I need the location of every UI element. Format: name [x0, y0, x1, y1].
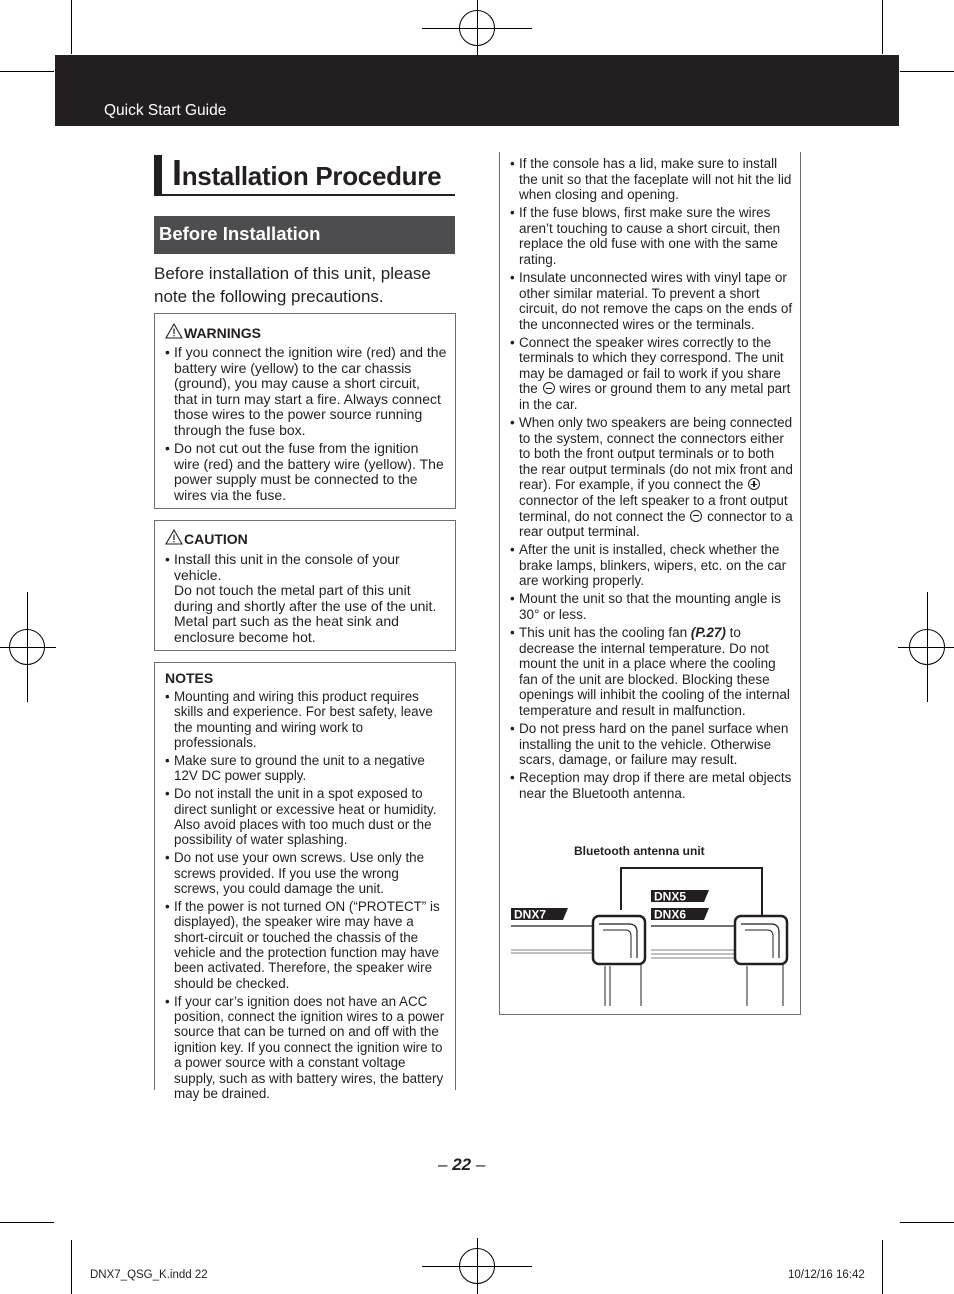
minus-symbol-icon	[543, 382, 555, 394]
caution-list	[165, 552, 447, 648]
list-item	[510, 335, 793, 413]
dnx7-badge-text: DNX7	[514, 907, 547, 922]
minus-symbol-icon	[690, 510, 702, 522]
notes-list	[165, 689, 447, 1104]
caution-title	[165, 529, 248, 547]
list-item	[165, 552, 447, 646]
page-number: – 22 –	[438, 1155, 486, 1174]
plus-symbol-icon	[748, 478, 760, 490]
footer-timestamp: 10/12/16 16:42	[788, 1269, 865, 1281]
dnx5-badge-text: DNX5	[654, 889, 687, 904]
fan-text-a: This unit has the cooling fan	[519, 624, 688, 640]
caution-line-1: Install this unit in the console of your vehicle.	[174, 551, 400, 583]
page-number-value: 22	[452, 1155, 472, 1174]
bluetooth-antenna-diagram	[505, 858, 795, 1010]
warnings-title-text: WARNINGS	[184, 325, 261, 341]
list-item: • Make sure to ground the unit to a negative 12V DC power supply.	[165, 753, 447, 784]
header-label: Quick Start Guide	[104, 102, 227, 119]
footer-file-info: DNX7_QSG_K.indd 22	[90, 1269, 208, 1281]
warning-icon	[165, 529, 183, 545]
page-title	[172, 152, 442, 193]
speaker-text-a: Connect the speaker wires correctly to the terminals to which they correspond. The unit may be damaged or fail to work if you share the	[519, 334, 784, 397]
list-item: • Reception may drop if there are metal objects near the Bluetooth antenna.	[510, 770, 793, 801]
list-item: • Do not use your own screws. Use only the screws provided. If you use the wrong screws, you could damage the unit.	[165, 850, 447, 896]
caution-line-2: Do not touch the metal part of this unit during and shortly after the use of the unit. Metal part such as the heat sink and enclosure become hot.	[174, 582, 437, 645]
list-item: • If your car’s ignition does not have an ACC position, connect the ignition wires to a power source that can be turned on and off with the ignition key. If you connect the ignition wire to a power source with a constant voltage supply, such as with battery wires, the battery may be drained.	[165, 994, 447, 1102]
warnings-list	[165, 345, 447, 506]
page-reference-link[interactable]: (P.27)	[690, 624, 726, 640]
two-speakers-text-a: When only two speakers are being connected to the system, connect the connectors either to both the front output terminals or to both the rear output terminals (do not mix front and rear). For example, if you connect the	[519, 415, 793, 493]
diagram-label: Bluetooth antenna unit	[574, 844, 705, 858]
list-item: • Do not press hard on the panel surface when installing the unit to the vehicle. Otherwise scars, damage, or failure may result.	[510, 721, 793, 768]
title-rule	[154, 194, 455, 196]
list-item: • If the fuse blows, first make sure the wires aren’t touching to cause a short circuit, then replace the old fuse with one with the same rating.	[510, 205, 793, 267]
notes-title: NOTES	[165, 670, 214, 686]
list-item: • Do not install the unit in a spot exposed to direct sunlight or excessive heat or humidity. Also avoid places with too much dust or the possibility of water splashing.	[165, 786, 447, 848]
list-item: • If you connect the ignition wire (red) and the battery wire (yellow) to the car chassis (ground), you may cause a short circuit, that in turn may start a fire. Always connect those wires to the power source running through the fuse box.	[165, 345, 447, 439]
list-item: • Mounting and wiring this product requires skills and experience. For best safety, leave the mounting and wiring work to professionals.	[165, 689, 447, 751]
section-heading: Before Installation	[154, 216, 455, 254]
fan-text-b: to decrease the internal temperature. Do not mount the unit in a place where the cooling fan of the unit are blocked. Blocking these openings will inhibit the cooling of the internal temperature and result in malfunction.	[519, 624, 790, 718]
warning-icon	[165, 323, 183, 339]
list-item: • Mount the unit so that the mounting angle is 30° or less.	[510, 591, 793, 622]
list-item: • If the console has a lid, make sure to install the unit so that the faceplate will not hit the lid when closing and opening.	[510, 156, 793, 203]
dnx6-badge-text: DNX6	[654, 907, 687, 922]
list-item: • After the unit is installed, check whether the brake lamps, blinkers, wipers, etc. on the car are working properly.	[510, 542, 793, 589]
two-speakers-text-c: connector to a rear output terminal.	[519, 508, 793, 540]
caution-title-text: CAUTION	[184, 531, 248, 547]
speaker-text-b: wires or ground them to any metal part in the car.	[519, 381, 791, 413]
list-item: • Do not cut out the fuse from the ignition wire (red) and the battery wire (yellow). The power supply must be connected to the wires via the fuse.	[165, 441, 447, 503]
list-item: • If the power is not turned ON (“PROTECT” is displayed), the speaker wire may have a short-circuit or touched the chassis of the vehicle and the protection function may have been activated. Therefore, the speaker wire should be checked.	[165, 899, 447, 991]
list-item	[510, 625, 793, 719]
title-bar	[154, 155, 162, 195]
page-title-rest: nstallation Procedure	[181, 161, 442, 191]
list-item	[510, 415, 793, 540]
two-speakers-text-b: connector of the left speaker to a front output terminal, do not connect the	[519, 493, 788, 524]
warnings-title	[165, 323, 261, 341]
page-title-initial: I	[172, 152, 182, 193]
right-notes-list	[510, 156, 793, 804]
intro-text: Before installation of this unit, please note the following precautions.	[154, 264, 431, 306]
list-item: • Insulate unconnected wires with vinyl tape or other similar material. To prevent a short circuit, do not remove the caps on the ends of the unconnected wires or the terminals.	[510, 270, 793, 332]
